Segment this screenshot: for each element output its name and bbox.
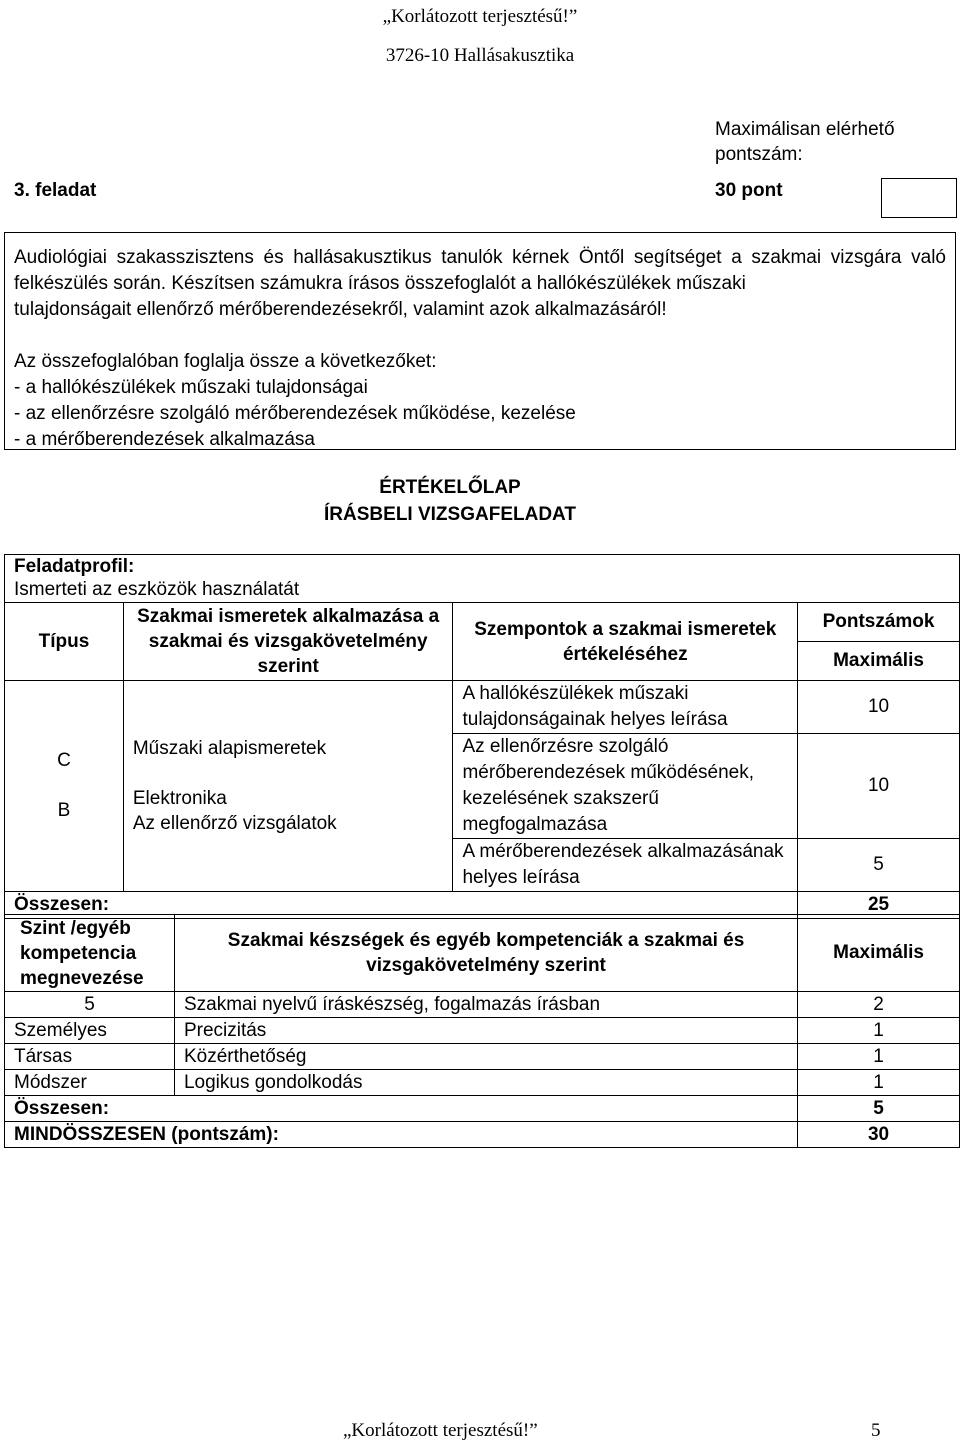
restricted-footer: „Korlátozott terjesztésű!”	[343, 1420, 538, 1441]
task-intro: Audiológiai szakasszisztens és hallásakusztikus tanulók kérnek Öntől segítséget a szakmai vizsgára való felkészülés során. Készítsen számukra írásos összefoglalót a hallókészülékek műszaki	[14, 247, 946, 294]
restricted-header: „Korlátozott terjesztésű!”	[382, 6, 578, 27]
task-number: 3. feladat	[14, 180, 97, 201]
header-skills: Szakmai készségek és egyéb kompetenciák a szakmai és vizsgakövetelmény szerint	[174, 915, 797, 992]
task-intro-end: tulajdonságait ellenőrző mérőberendezésekről, valamint azok alkalmazásáról!	[14, 299, 667, 320]
header-max: Maximális	[798, 915, 960, 992]
criterion-cell: A mérőberendezések alkalmazásának helyes leírása	[453, 839, 798, 892]
max-points-label: Maximálisan elérhető pontszám:	[715, 119, 895, 165]
profile-label: Feladatprofil:	[14, 555, 135, 577]
task-description-box	[4, 232, 956, 450]
header-criteria: Szempontok a szakmai ismeretek értékeléséhez	[453, 603, 798, 681]
grand-total-value: 30	[798, 1122, 960, 1148]
type-cell	[5, 681, 124, 892]
header-points: Pontszámok	[798, 603, 960, 642]
knowledge-item: Műszaki alapismeretek	[132, 738, 327, 759]
criterion-cell: Az ellenőrzésre szolgáló mérőberendezések működésének, kezelésének szakszerű megfogalmazása	[453, 734, 798, 839]
skill-max: 1	[798, 1070, 960, 1096]
profile-description: Ismerteti az eszközök használatát	[14, 579, 300, 601]
level-cell: Személyes	[5, 1018, 175, 1044]
subtotal-label: Összesen:	[5, 892, 798, 919]
skill-max: 2	[798, 992, 960, 1018]
level-cell: Módszer	[5, 1070, 175, 1096]
header-max: Maximális	[798, 642, 960, 681]
task-points: 30 pont	[715, 180, 783, 201]
header-level: Szint /egyéb kompetencia megnevezése	[5, 915, 175, 992]
skill-max: 1	[798, 1018, 960, 1044]
skill-cell: Precizitás	[174, 1018, 797, 1044]
criterion-max: 10	[798, 734, 960, 839]
header-knowledge: Szakmai ismeretek alkalmazása a szakmai és vizsgakövetelmény szerint	[123, 603, 453, 681]
criterion-cell: A hallókészülékek műszaki tulajdonságainak helyes leírása	[453, 681, 798, 734]
eval-subtitle: ÍRÁSBELI VIZSGAFELADAT	[324, 504, 576, 525]
eval-title: ÉRTÉKELŐLAP	[379, 477, 521, 498]
total-value: 5	[798, 1096, 960, 1122]
total-label: Összesen:	[5, 1096, 798, 1122]
summary-item: - az ellenőrzésre szolgáló mérőberendezések működése, kezelése	[14, 403, 576, 424]
type-item: B	[57, 800, 71, 821]
knowledge-item: Elektronika	[132, 788, 227, 809]
header-type: Típus	[5, 603, 124, 681]
score-entry-box[interactable]	[881, 178, 957, 218]
type-item: C	[57, 750, 71, 771]
criterion-max: 5	[798, 839, 960, 892]
knowledge-item: Az ellenőrző vizsgálatok	[132, 813, 337, 834]
summary-item: - a hallókészülékek műszaki tulajdonságai	[14, 377, 368, 398]
level-cell: Társas	[5, 1044, 175, 1070]
knowledge-cell	[123, 681, 453, 892]
summary-intro: Az összefoglalóban foglalja össze a következőket:	[14, 351, 437, 372]
subtotal-value: 25	[798, 892, 960, 919]
page-number: 5	[871, 1420, 881, 1441]
competency-table	[4, 914, 960, 1148]
skill-cell: Logikus gondolkodás	[174, 1070, 797, 1096]
skill-cell: Közérthetőség	[174, 1044, 797, 1070]
criterion-max: 10	[798, 681, 960, 734]
grand-total-label: MINDÖSSZESEN (pontszám):	[5, 1122, 798, 1148]
exam-code: 3726-10 Hallásakusztika	[385, 45, 575, 66]
summary-item: - a mérőberendezések alkalmazása	[14, 429, 315, 450]
skill-max: 1	[798, 1044, 960, 1070]
level-cell: 5	[5, 992, 175, 1018]
evaluation-table	[4, 554, 960, 919]
skill-cell: Szakmai nyelvű íráskészség, fogalmazás írásban	[174, 992, 797, 1018]
